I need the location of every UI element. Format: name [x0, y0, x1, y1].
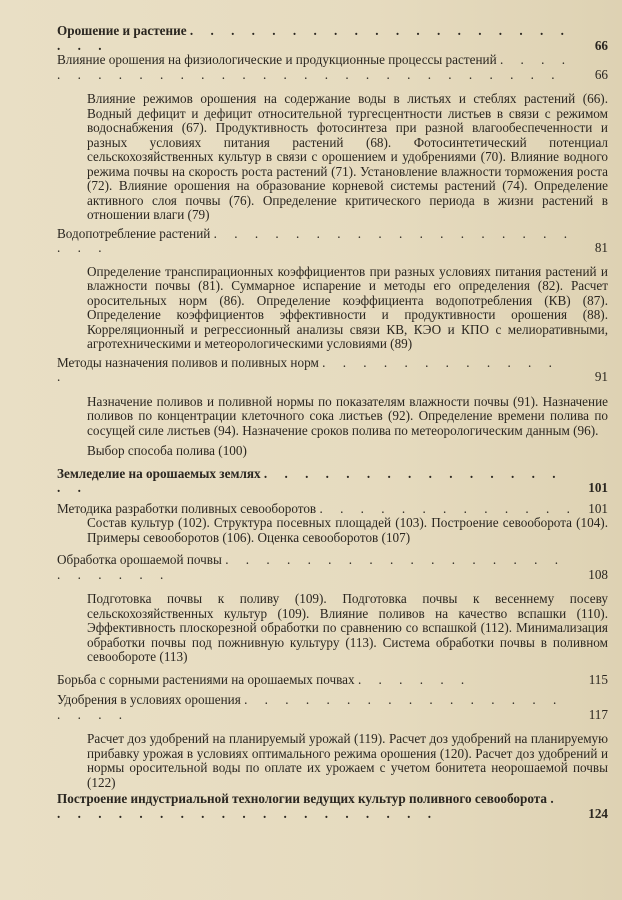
toc-page-number: 66 [594, 66, 608, 82]
toc-title: Водопотребление растений [57, 225, 211, 241]
toc-title: Земледелие на орошаемых землях [57, 465, 261, 481]
dot-leader: . . . . . . . . . . . . . . . . . . . . [57, 791, 561, 821]
toc-entry-description: Влияние режимов орошения на содержание воды в листьях и стеблях растений (66). Водный дефицит и дефицит относительной тургесцентности листьев в связи с режимом водоснабжения (67). Продуктивность фотосинтеза при разной влагообеспеченности и разных условиях питания растений (68). Фотосинтетический потенциал сельскохозяйственных культур в связи с орошением и удобрениями (70). Влияние водного режима почвы на скорость роста растений (71). Установление влажности торможения роста (72). Влияние орошения на образование корневой системы растений (74). Определение активного слоя почвы (76). Определение критического периода в жизни растений в отношении влаги (79) [87, 91, 608, 222]
toc-entry-fertilizers [57, 693, 608, 722]
toc-entry-description-extra: Выбор способа полива (100) [87, 443, 247, 458]
toc-page-number: 101 [588, 500, 608, 516]
toc-title: Обработка орошаемой почвы [57, 552, 222, 567]
toc-page-number: 117 [588, 706, 608, 722]
toc-title: Орошение и растение [57, 23, 187, 38]
toc-title: Удобрения в условиях орошения [57, 692, 241, 707]
dot-leader: . . . . . . [357, 671, 472, 687]
toc-entry-water-consumption [57, 227, 608, 256]
dot-leader: . . . . . . . . . . . . . . . . . . . . . . [57, 23, 571, 53]
toc-entry-description: Определение транспирационных коэффициентов при разных условиях питания растений и влажности почвы (81). Суммарное испарение и методы его определения (82). Расчет оросительных норм (86). Определение коэффициента водопотребления (КВ) (87). Определение коэффициентов эффективности и продуктивности орошения (88). Корреляционный и регрессионный анализы связи КВ, КЭО и КПО с мелиоративными, агротехническими и метеорологическими условиями (89) [87, 263, 608, 351]
toc-entry-irrigation-and-plant [57, 24, 608, 53]
dot-leader: . . . . . . . . . . . . . . . . . . . . . [57, 225, 575, 255]
toc-entry-soil-treatment [57, 553, 608, 582]
dot-leader: . . . . . . . . . . . . . [319, 500, 577, 516]
toc-entry-description: Состав культур (102). Структура посевных площадей (103). Построение севооборота (104). Примеры севооборотов (106). Оценка севооборотов (107) [87, 515, 608, 545]
toc-entry-irrigation-methods [57, 356, 608, 385]
toc-entry-description: Подготовка почвы к поливу (109). Подготовка почвы к весеннему посеву сельскохозяйственных культур (109). Влияние поливов на качество вспашки (110). Эффективность плоскорезной обработки по сравнению со вспашкой (112). Минимализация обработки почвы под пожнивную культуру (113). Система обработки почвы в поливном севообороте (113) [87, 591, 608, 664]
dot-leader: . . . . . . . . . . . . . . . . . . . . [57, 692, 564, 722]
toc-entry-industrial-technology [57, 792, 608, 821]
toc-entry-weed-control [57, 673, 608, 688]
toc-page-number: 115 [588, 671, 608, 687]
toc-page-number: 101 [588, 480, 608, 495]
toc-page-number: 108 [588, 566, 608, 582]
toc-entry-description: Назначение поливов и поливной нормы по показателям влажности почвы (91). Назначение поливов по концентрации клеточного сока листьев (92). Определение времени полива по сосущей силе листьев (94). Назначение сроков полива по метеорологическим данным (96). [87, 393, 608, 438]
dot-leader: . . . . . . . . . . . . . . . . . [57, 465, 563, 495]
toc-page-number: 124 [588, 805, 608, 821]
toc-page-number: 66 [594, 37, 608, 53]
dot-leader: . . . . . . . . . . . . . [57, 354, 559, 384]
toc-title: Влияние орошения на физиологические и продукционные процессы растений [57, 52, 497, 67]
toc-title: Построение индустриальной технологии ведущих культур поливного севооборота [57, 791, 548, 806]
toc-entry-agriculture [57, 467, 608, 496]
toc-entry-description: Расчет доз удобрений на планируемый урожай (119). Расчет доз удобрений на планируемую прибавку урожая в условиях оптимального режима орошения (120). Расчет доз удобрений и нормы оросительной воды по оплате их урожаем с учетом бонитета неорошаемой почвы (122) [87, 731, 608, 790]
toc-entry-irrigation-influence [57, 53, 608, 82]
dot-leader: . . . . . . . . . . . . . . . . . . . . . . . [57, 552, 565, 582]
dot-leader: . . . . . . . . . . . . . . . . . . . . . . . . . . . . . [57, 52, 573, 82]
toc-title: Методы назначения поливов и поливных норм [57, 354, 319, 370]
toc-title: Методика разработки поливных севооборотов [57, 500, 317, 516]
toc-page-number: 91 [594, 369, 608, 384]
toc-page-number: 81 [594, 240, 608, 255]
toc-entry-crop-rotation [57, 502, 608, 517]
toc-title: Борьба с сорными растениями на орошаемых почвах [57, 671, 355, 687]
